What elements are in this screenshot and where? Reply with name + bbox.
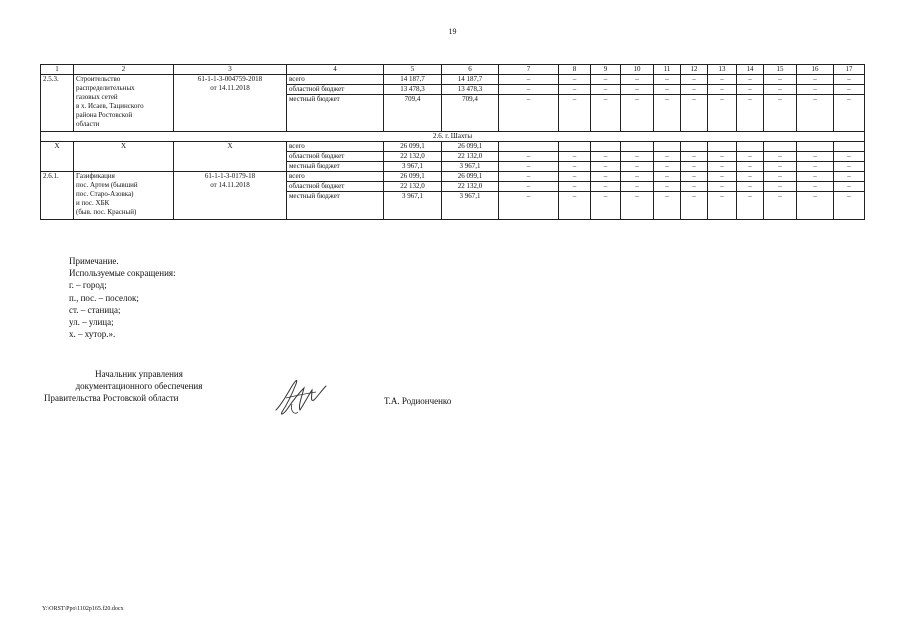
dash-cell: – xyxy=(797,152,834,162)
note-item: п., пос. – поселок; xyxy=(69,292,139,303)
dash-cell: – xyxy=(654,85,681,95)
handwritten-signature xyxy=(272,376,332,420)
value-cell-col5: 3 967,1 xyxy=(384,192,442,220)
value-cell-col6: 26 099,1 xyxy=(442,142,499,152)
dash-cell: – xyxy=(499,172,559,182)
dash-cell xyxy=(834,142,865,152)
dash-cell: – xyxy=(708,152,737,162)
dash-cell: – xyxy=(764,75,797,85)
dash-cell: – xyxy=(621,192,654,220)
dash-cell: – xyxy=(834,152,865,162)
dash-cell: – xyxy=(621,75,654,85)
value-cell-col5: 3 967,1 xyxy=(384,162,442,172)
dash-cell xyxy=(591,142,621,152)
dash-cell: – xyxy=(681,162,708,172)
dash-cell: – xyxy=(499,162,559,172)
dash-cell: – xyxy=(834,85,865,95)
header-cell: 16 xyxy=(797,65,834,75)
dash-cell: – xyxy=(834,192,865,220)
dash-cell: – xyxy=(764,85,797,95)
table-row xyxy=(41,172,865,182)
dash-cell: – xyxy=(834,172,865,182)
dash-cell: – xyxy=(834,162,865,172)
dash-cell: – xyxy=(621,85,654,95)
project-name-line: Строительство xyxy=(76,75,121,83)
signatory-title xyxy=(44,368,234,404)
table-header-row xyxy=(41,65,865,75)
funding-source-cell: областной бюджет xyxy=(287,182,384,192)
notes-title: Примечание. xyxy=(69,256,119,266)
header-cell: 8 xyxy=(559,65,591,75)
dash-cell: – xyxy=(764,192,797,220)
dash-cell: – xyxy=(737,85,764,95)
project-code: 61-1-1-3-0179-18 xyxy=(204,172,256,180)
dash-cell: – xyxy=(499,75,559,85)
dash-cell: – xyxy=(591,95,621,132)
project-date: от 14.11.2018 xyxy=(210,181,250,189)
dash-cell: – xyxy=(834,75,865,85)
value-cell-col6: 3 967,1 xyxy=(442,162,499,172)
dash-cell xyxy=(737,142,764,152)
item-number-cell: Х xyxy=(41,142,74,172)
dash-cell: – xyxy=(708,75,737,85)
dash-cell: – xyxy=(559,85,591,95)
value-cell-col5: 26 099,1 xyxy=(384,142,442,152)
funding-source-cell: всего xyxy=(287,172,384,182)
dash-cell: – xyxy=(559,162,591,172)
dash-cell: – xyxy=(764,162,797,172)
dash-cell: – xyxy=(708,182,737,192)
project-name-line: и пос. ХБК xyxy=(76,199,110,207)
dash-cell: – xyxy=(559,182,591,192)
header-cell: 17 xyxy=(834,65,865,75)
header-cell: 14 xyxy=(737,65,764,75)
header-cell: 3 xyxy=(174,65,287,75)
dash-cell: – xyxy=(797,192,834,220)
note-item: ул. – улица; xyxy=(69,317,114,328)
header-cell: 7 xyxy=(499,65,559,75)
table-row xyxy=(41,75,865,85)
value-cell-col6: 26 099,1 xyxy=(442,172,499,182)
dash-cell: – xyxy=(591,192,621,220)
dash-cell: – xyxy=(797,162,834,172)
dash-cell xyxy=(559,142,591,152)
project-name-line: распределительных xyxy=(76,84,135,92)
dash-cell: – xyxy=(591,172,621,182)
dash-cell xyxy=(621,142,654,152)
dash-cell xyxy=(708,142,737,152)
dash-cell: – xyxy=(654,172,681,182)
section-title: 2.6. г. Шахты xyxy=(41,132,865,142)
dash-cell: – xyxy=(621,172,654,182)
dash-cell: – xyxy=(559,172,591,182)
dash-cell: – xyxy=(737,75,764,85)
value-cell-col5: 26 099,1 xyxy=(384,172,442,182)
funding-source-cell: всего xyxy=(287,75,384,85)
section-row xyxy=(41,132,865,142)
project-code-cell xyxy=(174,75,287,132)
header-cell: 5 xyxy=(384,65,442,75)
dash-cell: – xyxy=(621,182,654,192)
note-item: х. – хутор.». xyxy=(69,329,116,340)
project-name-line: газовых сетей xyxy=(76,93,118,101)
dash-cell: – xyxy=(591,152,621,162)
dash-cell: – xyxy=(621,95,654,132)
dash-cell: – xyxy=(621,152,654,162)
dash-cell: – xyxy=(654,95,681,132)
project-date: от 14.11.2018 xyxy=(210,84,250,92)
project-name-line: области xyxy=(76,120,100,128)
dash-cell xyxy=(797,142,834,152)
dash-cell: – xyxy=(591,182,621,192)
project-code: Х xyxy=(227,142,233,150)
dash-cell: – xyxy=(499,85,559,95)
dash-cell: – xyxy=(681,95,708,132)
notes-block xyxy=(69,255,176,340)
dash-cell: – xyxy=(797,172,834,182)
item-number-cell: 2.6.1. xyxy=(41,172,74,220)
header-cell: 2 xyxy=(74,65,174,75)
dash-cell: – xyxy=(559,152,591,162)
value-cell-col6: 14 187,7 xyxy=(442,75,499,85)
funding-source-cell: местный бюджет xyxy=(287,95,384,132)
dash-cell: – xyxy=(559,192,591,220)
signatory-name: Т.А. Родионченко xyxy=(384,396,452,406)
note-item: г. – город; xyxy=(69,280,107,291)
dash-cell: – xyxy=(797,95,834,132)
project-name-line: в х. Исаев, Тацинского xyxy=(76,102,144,110)
dash-cell: – xyxy=(591,85,621,95)
header-cell: 12 xyxy=(681,65,708,75)
funding-source-cell: всего xyxy=(287,142,384,152)
dash-cell: – xyxy=(499,182,559,192)
dash-cell: – xyxy=(654,192,681,220)
project-name-cell xyxy=(74,172,174,220)
project-code: 61-1-1-3-004759-2018 xyxy=(197,75,263,83)
dash-cell: – xyxy=(591,75,621,85)
header-cell: 10 xyxy=(621,65,654,75)
dash-cell: – xyxy=(621,162,654,172)
dash-cell: – xyxy=(834,95,865,132)
dash-cell: – xyxy=(737,182,764,192)
dash-cell: – xyxy=(654,75,681,85)
dash-cell: – xyxy=(797,182,834,192)
dash-cell: – xyxy=(559,75,591,85)
dash-cell: – xyxy=(681,152,708,162)
project-name-line: района Ростовской xyxy=(76,111,133,119)
signatory-title-line: документационного обеспечения xyxy=(75,381,203,391)
value-cell-col5: 22 132,0 xyxy=(384,182,442,192)
funding-source-cell: областной бюджет xyxy=(287,152,384,162)
project-code-cell xyxy=(174,142,287,172)
value-cell-col5: 14 187,7 xyxy=(384,75,442,85)
dash-cell: – xyxy=(797,85,834,95)
funding-source-cell: местный бюджет xyxy=(287,192,384,220)
budget-table xyxy=(40,64,865,220)
header-cell: 15 xyxy=(764,65,797,75)
dash-cell: – xyxy=(681,182,708,192)
dash-cell: – xyxy=(737,95,764,132)
dash-cell xyxy=(499,142,559,152)
value-cell-col5: 13 478,3 xyxy=(384,85,442,95)
dash-cell: – xyxy=(708,95,737,132)
dash-cell: – xyxy=(681,85,708,95)
project-name-cell xyxy=(74,75,174,132)
header-cell: 4 xyxy=(287,65,384,75)
dash-cell: – xyxy=(737,152,764,162)
dash-cell: – xyxy=(737,172,764,182)
dash-cell xyxy=(654,142,681,152)
item-number-cell: 2.5.3. xyxy=(41,75,74,132)
dash-cell: – xyxy=(708,85,737,95)
funding-source-cell: местный бюджет xyxy=(287,162,384,172)
value-cell-col5: 22 132,0 xyxy=(384,152,442,162)
header-cell: 1 xyxy=(41,65,74,75)
dash-cell: – xyxy=(708,172,737,182)
header-cell: 9 xyxy=(591,65,621,75)
dash-cell: – xyxy=(834,182,865,192)
project-code-cell xyxy=(174,172,287,220)
value-cell-col6: 709,4 xyxy=(442,95,499,132)
dash-cell: – xyxy=(654,152,681,162)
dash-cell: – xyxy=(499,152,559,162)
signatory-title-line: Правительства Ростовской области xyxy=(44,393,179,403)
project-name-line: пос. Старо-Азовка) xyxy=(76,190,134,198)
header-cell: 6 xyxy=(442,65,499,75)
dash-cell: – xyxy=(764,95,797,132)
value-cell-col6: 3 967,1 xyxy=(442,192,499,220)
dash-cell: – xyxy=(764,172,797,182)
project-name-line: пос. Артем (бывший xyxy=(76,181,138,189)
dash-cell: – xyxy=(681,192,708,220)
notes-subtitle: Используемые сокращения: xyxy=(69,268,176,279)
page-number: 19 xyxy=(448,27,457,36)
header-cell: 13 xyxy=(708,65,737,75)
value-cell-col6: 22 132,0 xyxy=(442,152,499,162)
dash-cell xyxy=(681,142,708,152)
project-name-line: Газификация xyxy=(76,172,115,180)
dash-cell: – xyxy=(591,162,621,172)
dash-cell: – xyxy=(764,182,797,192)
signatory-title-line: Начальник управления xyxy=(95,369,183,379)
dash-cell: – xyxy=(681,75,708,85)
dash-cell: – xyxy=(737,162,764,172)
dash-cell: – xyxy=(499,95,559,132)
file-path-footer: Y:\ORST\Ppo\1102p165.f20.docx xyxy=(42,606,124,612)
value-cell-col5: 709,4 xyxy=(384,95,442,132)
dash-cell: – xyxy=(764,152,797,162)
dash-cell: – xyxy=(708,192,737,220)
table-row xyxy=(41,142,865,152)
dash-cell: – xyxy=(681,172,708,182)
dash-cell: – xyxy=(708,162,737,172)
dash-cell: – xyxy=(737,192,764,220)
dash-cell: – xyxy=(654,162,681,172)
project-name-cell: Х xyxy=(74,142,174,172)
dash-cell: – xyxy=(654,182,681,192)
project-name-line: (быв. пос. Красный) xyxy=(76,208,137,216)
dash-cell: – xyxy=(499,192,559,220)
dash-cell: – xyxy=(797,75,834,85)
funding-source-cell: областной бюджет xyxy=(287,85,384,95)
note-item: ст. – станица; xyxy=(69,304,121,315)
header-cell: 11 xyxy=(654,65,681,75)
value-cell-col6: 22 132,0 xyxy=(442,182,499,192)
dash-cell: – xyxy=(559,95,591,132)
dash-cell xyxy=(764,142,797,152)
value-cell-col6: 13 478,3 xyxy=(442,85,499,95)
